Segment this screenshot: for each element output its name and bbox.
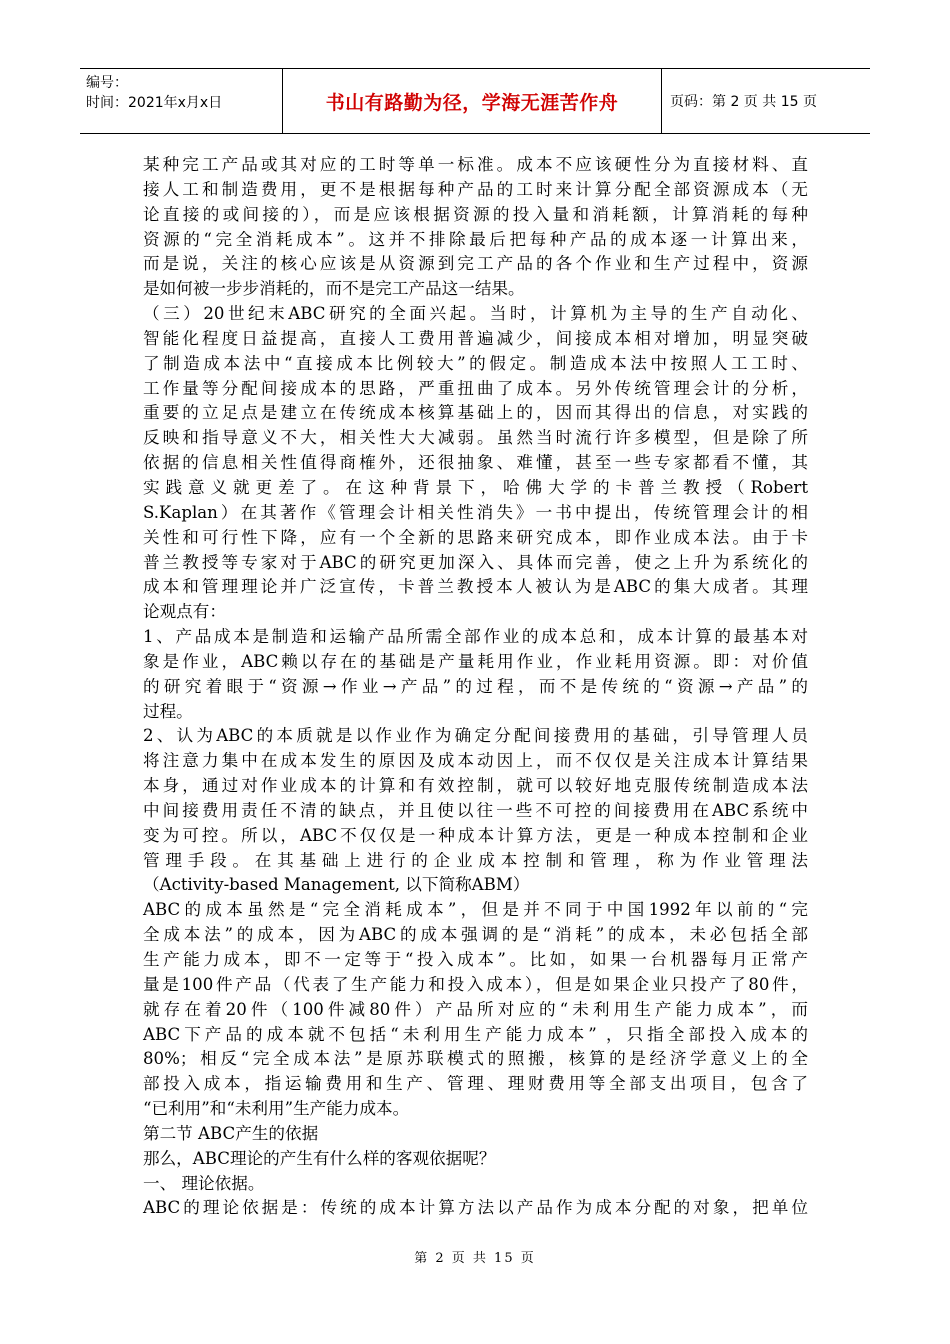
- header-motto: 书山有路勤为径，学海无涯苦作舟: [283, 69, 662, 133]
- text-line: 智能化程度日益提高，直接人工费用普遍减少，间接成本相对增加，明显突破: [143, 328, 808, 348]
- text-line: 重要的立足点是建立在传统成本核算基础上的，因而其得出的信息，对实践的: [143, 403, 808, 423]
- text-line: 反映和指导意义不大，相关性大大减弱。虽然当时流行许多模型，但是除了所: [143, 428, 808, 448]
- page-footer: 第 2 页 共 15 页: [414, 1251, 536, 1266]
- text-line: （三）20世纪末ABC研究的全面兴起。当时，计算机为主导的生产自动化、: [143, 304, 808, 324]
- text-line: 80%；相反“完全成本法”是原苏联模式的照搬，核算的是经济学意义上的全: [143, 1049, 808, 1069]
- section-heading: 第二节 ABC产生的依据: [143, 1123, 319, 1143]
- text-line: 了制造成本法中“直接成本比例较大”的假定。制造成本法中按照人工工时、: [143, 353, 808, 373]
- text-line: 普兰教授等专家对于ABC的研究更加深入、具体而完善，使之上升为系统化的: [143, 552, 808, 572]
- text-line: ABC下产品的成本就不包括“未利用生产能力成本” ，只指全部投入成本的: [143, 1024, 808, 1044]
- text-line: 成本和管理理论并广泛宣传，卡普兰教授本人被认为是ABC的集大成者。其理: [143, 577, 808, 597]
- number-label: 编号：: [86, 75, 128, 91]
- text-line: 资源的“完全消耗成本”。这并不排除最后把每种产品的成本逐一计算出来，: [143, 229, 808, 249]
- text-line: 而是说，关注的核心应该是从资源到完工产品的各个作业和生产过程中，资源: [143, 254, 808, 274]
- header-meta: [80, 69, 283, 133]
- text-line: 将注意力集中在成本发生的原因及成本动因上，而不仅仅是关注成本计算结果: [143, 751, 808, 771]
- text-line: 部投入成本，指运输费用和生产、管理、理财费用等全部支出项目，包含了: [143, 1074, 808, 1094]
- text-line: 论观点有：: [143, 602, 226, 622]
- text-line: 那么，ABC理论的产生有什么样的客观依据呢？: [143, 1148, 496, 1168]
- page-header: [80, 68, 870, 134]
- text-line: 量是100件产品（代表了生产能力和投入成本），但是如果企业只投产了80件，: [143, 974, 808, 994]
- text-line: 依据的信息相关性值得商榷外，还很抽象、难懂，甚至一些专家都看不懂，其: [143, 453, 808, 473]
- text-line: 1、产品成本是制造和运输产品所需全部作业的成本总和，成本计算的最基本对: [143, 627, 808, 647]
- text-line: “已利用”和“未利用”生产能力成本。: [143, 1099, 410, 1119]
- text-line: 接人工和制造费用，更不是根据每种产品的工时来计算分配全部资源成本（无: [143, 179, 808, 199]
- text-line: 管理手段。在其基础上进行的企业成本控制和管理，称为作业管理法: [143, 850, 808, 870]
- text-line: 中间接费用责任不清的缺点，并且使以往一些不可控的间接费用在ABC系统中: [143, 800, 808, 820]
- text-line: 的研究着眼于“资源→作业→产品”的过程，而不是传统的“资源→产品”的: [143, 676, 808, 696]
- text-line: （Activity-based Management, 以下简称ABM）: [143, 875, 530, 895]
- subsection-heading: 一、 理论依据。: [143, 1173, 265, 1193]
- text-line: 过程。: [143, 701, 193, 721]
- text-line: 实践意义就更差了。在这种背景下，哈佛大学的卡普兰教授（Robert: [143, 477, 808, 497]
- text-line: 2、认为ABC的本质就是以作业作为确定分配间接费用的基础，引导管理人员: [143, 726, 808, 746]
- text-line: 就存在着20件（100件减80件）产品所对应的“未利用生产能力成本”，而: [143, 999, 808, 1019]
- text-line: 论直接的或间接的），而是应该根据资源的投入量和消耗额，计算消耗的每种: [143, 204, 808, 224]
- header-page-info: 页码：第 2 页 共 15 页: [670, 94, 817, 110]
- text-line: 关性和可行性下降，应有一个全新的思路来研究成本，即作业成本法。由于卡: [143, 527, 808, 547]
- date-label: 时间：2021年x月x日: [86, 95, 223, 111]
- text-line: 本身，通过对作业成本的计算和有效控制，就可以较好地克服传统制造成本法: [143, 776, 808, 796]
- text-line: 象是作业，ABC赖以存在的基础是产量耗用作业，作业耗用资源。即：对价值: [143, 651, 808, 671]
- text-line: 全成本法”的成本，因为ABC的成本强调的是“消耗”的成本，未必包括全部: [143, 925, 808, 945]
- text-line: 生产能力成本，即不一定等于“投入成本”。比如，如果一台机器每月正常产: [143, 950, 808, 969]
- text-line: ABC的理论依据是：传统的成本计算方法以产品作为成本分配的对象，把单位: [143, 1198, 808, 1218]
- document-body: [143, 153, 808, 1221]
- text-line: 是如何被一步步消耗的，而不是完工产品这一结果。: [143, 279, 525, 299]
- text-line: 变为可控。所以，ABC不仅仅是一种成本计算方法，更是一种成本控制和企业: [143, 825, 808, 845]
- text-line: 工作量等分配间接成本的思路，严重扭曲了成本。另外传统管理会计的分析，: [143, 378, 808, 398]
- text-line: S.Kaplan）在其著作《管理会计相关性消失》一书中提出，传统管理会计的相: [143, 502, 808, 522]
- text-line: 某种完工产品或其对应的工时等单一标准。成本不应该硬性分为直接材料、直: [143, 155, 808, 174]
- text-line: ABC的成本虽然是“完全消耗成本”，但是并不同于中国1992年以前的“完: [143, 900, 808, 920]
